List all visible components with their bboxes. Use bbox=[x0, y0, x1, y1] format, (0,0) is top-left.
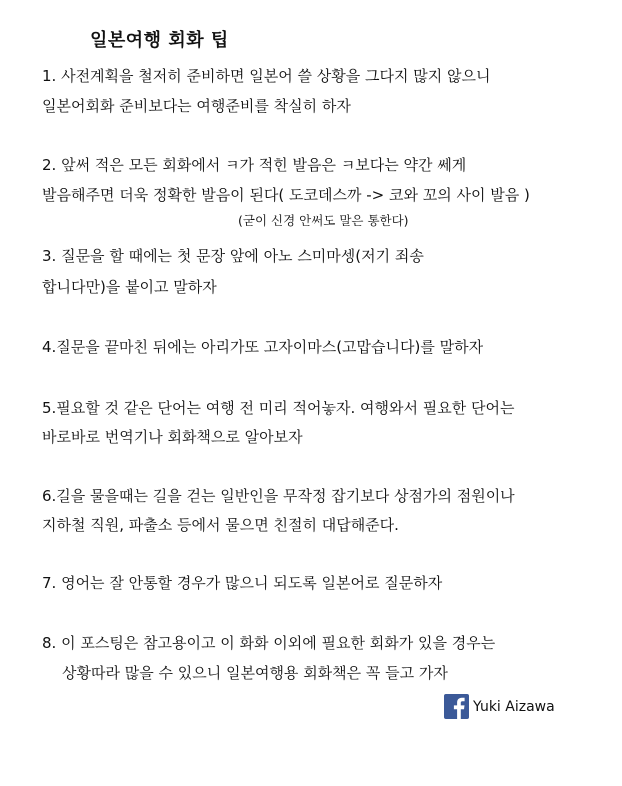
tip-7-line-1: 7. 영어는 잘 안통할 경우가 많으니 되도록 일본어로 질문하자 bbox=[42, 574, 443, 592]
tip-2-note: (굳이 신경 안써도 말은 통한다) bbox=[238, 213, 409, 228]
tip-2-line-2: 발음해주면 더욱 정확한 발음이 된다( 도코데스까 -> 코와 꼬의 사이 발음 ) bbox=[42, 186, 530, 204]
tip-6-line-2: 지하철 직원, 파출소 등에서 물으면 친절히 대답해준다. bbox=[42, 516, 399, 534]
facebook-icon bbox=[444, 694, 469, 719]
tip-8-line-1: 8. 이 포스팅은 참고용이고 이 화화 이외에 필요한 회화가 있을 경우는 bbox=[42, 634, 496, 652]
page-title: 일본여행 회화 팁 bbox=[90, 30, 229, 51]
tip-8-line-2: 상황따라 많을 수 있으니 일본여행용 회화책은 꼭 들고 가자 bbox=[62, 664, 448, 682]
tip-6-line-1: 6.길을 물을때는 길을 걷는 일반인을 무작정 잡기보다 상점가의 점원이나 bbox=[42, 487, 515, 505]
signature bbox=[444, 694, 555, 719]
tip-1-line-2: 일본어회화 준비보다는 여행준비를 착실히 하자 bbox=[42, 97, 351, 115]
tip-5-line-2: 바로바로 번역기나 회화책으로 알아보자 bbox=[42, 428, 303, 446]
tip-5-line-1: 5.필요할 것 같은 단어는 여행 전 미리 적어놓자. 여행와서 필요한 단어는 bbox=[42, 399, 515, 417]
tip-1-line-1: 1. 사전계획을 철저히 준비하면 일본어 쓸 상황을 그다지 많지 않으니 bbox=[42, 67, 491, 85]
author-name: Yuki Aizawa bbox=[473, 698, 555, 715]
tip-2-line-1: 2. 앞써 적은 모든 회화에서 ㅋ가 적힌 발음은 ㅋ보다는 약간 쎄게 bbox=[42, 156, 467, 174]
tip-3-line-2: 합니다만)을 붙이고 말하자 bbox=[42, 278, 217, 296]
tip-3-line-1: 3. 질문을 할 때에는 첫 문장 앞에 아노 스미마셍(저기 죄송 bbox=[42, 247, 424, 265]
tip-4-line-1: 4.질문을 끝마친 뒤에는 아리가또 고자이마스(고맙습니다)를 말하자 bbox=[42, 338, 484, 356]
